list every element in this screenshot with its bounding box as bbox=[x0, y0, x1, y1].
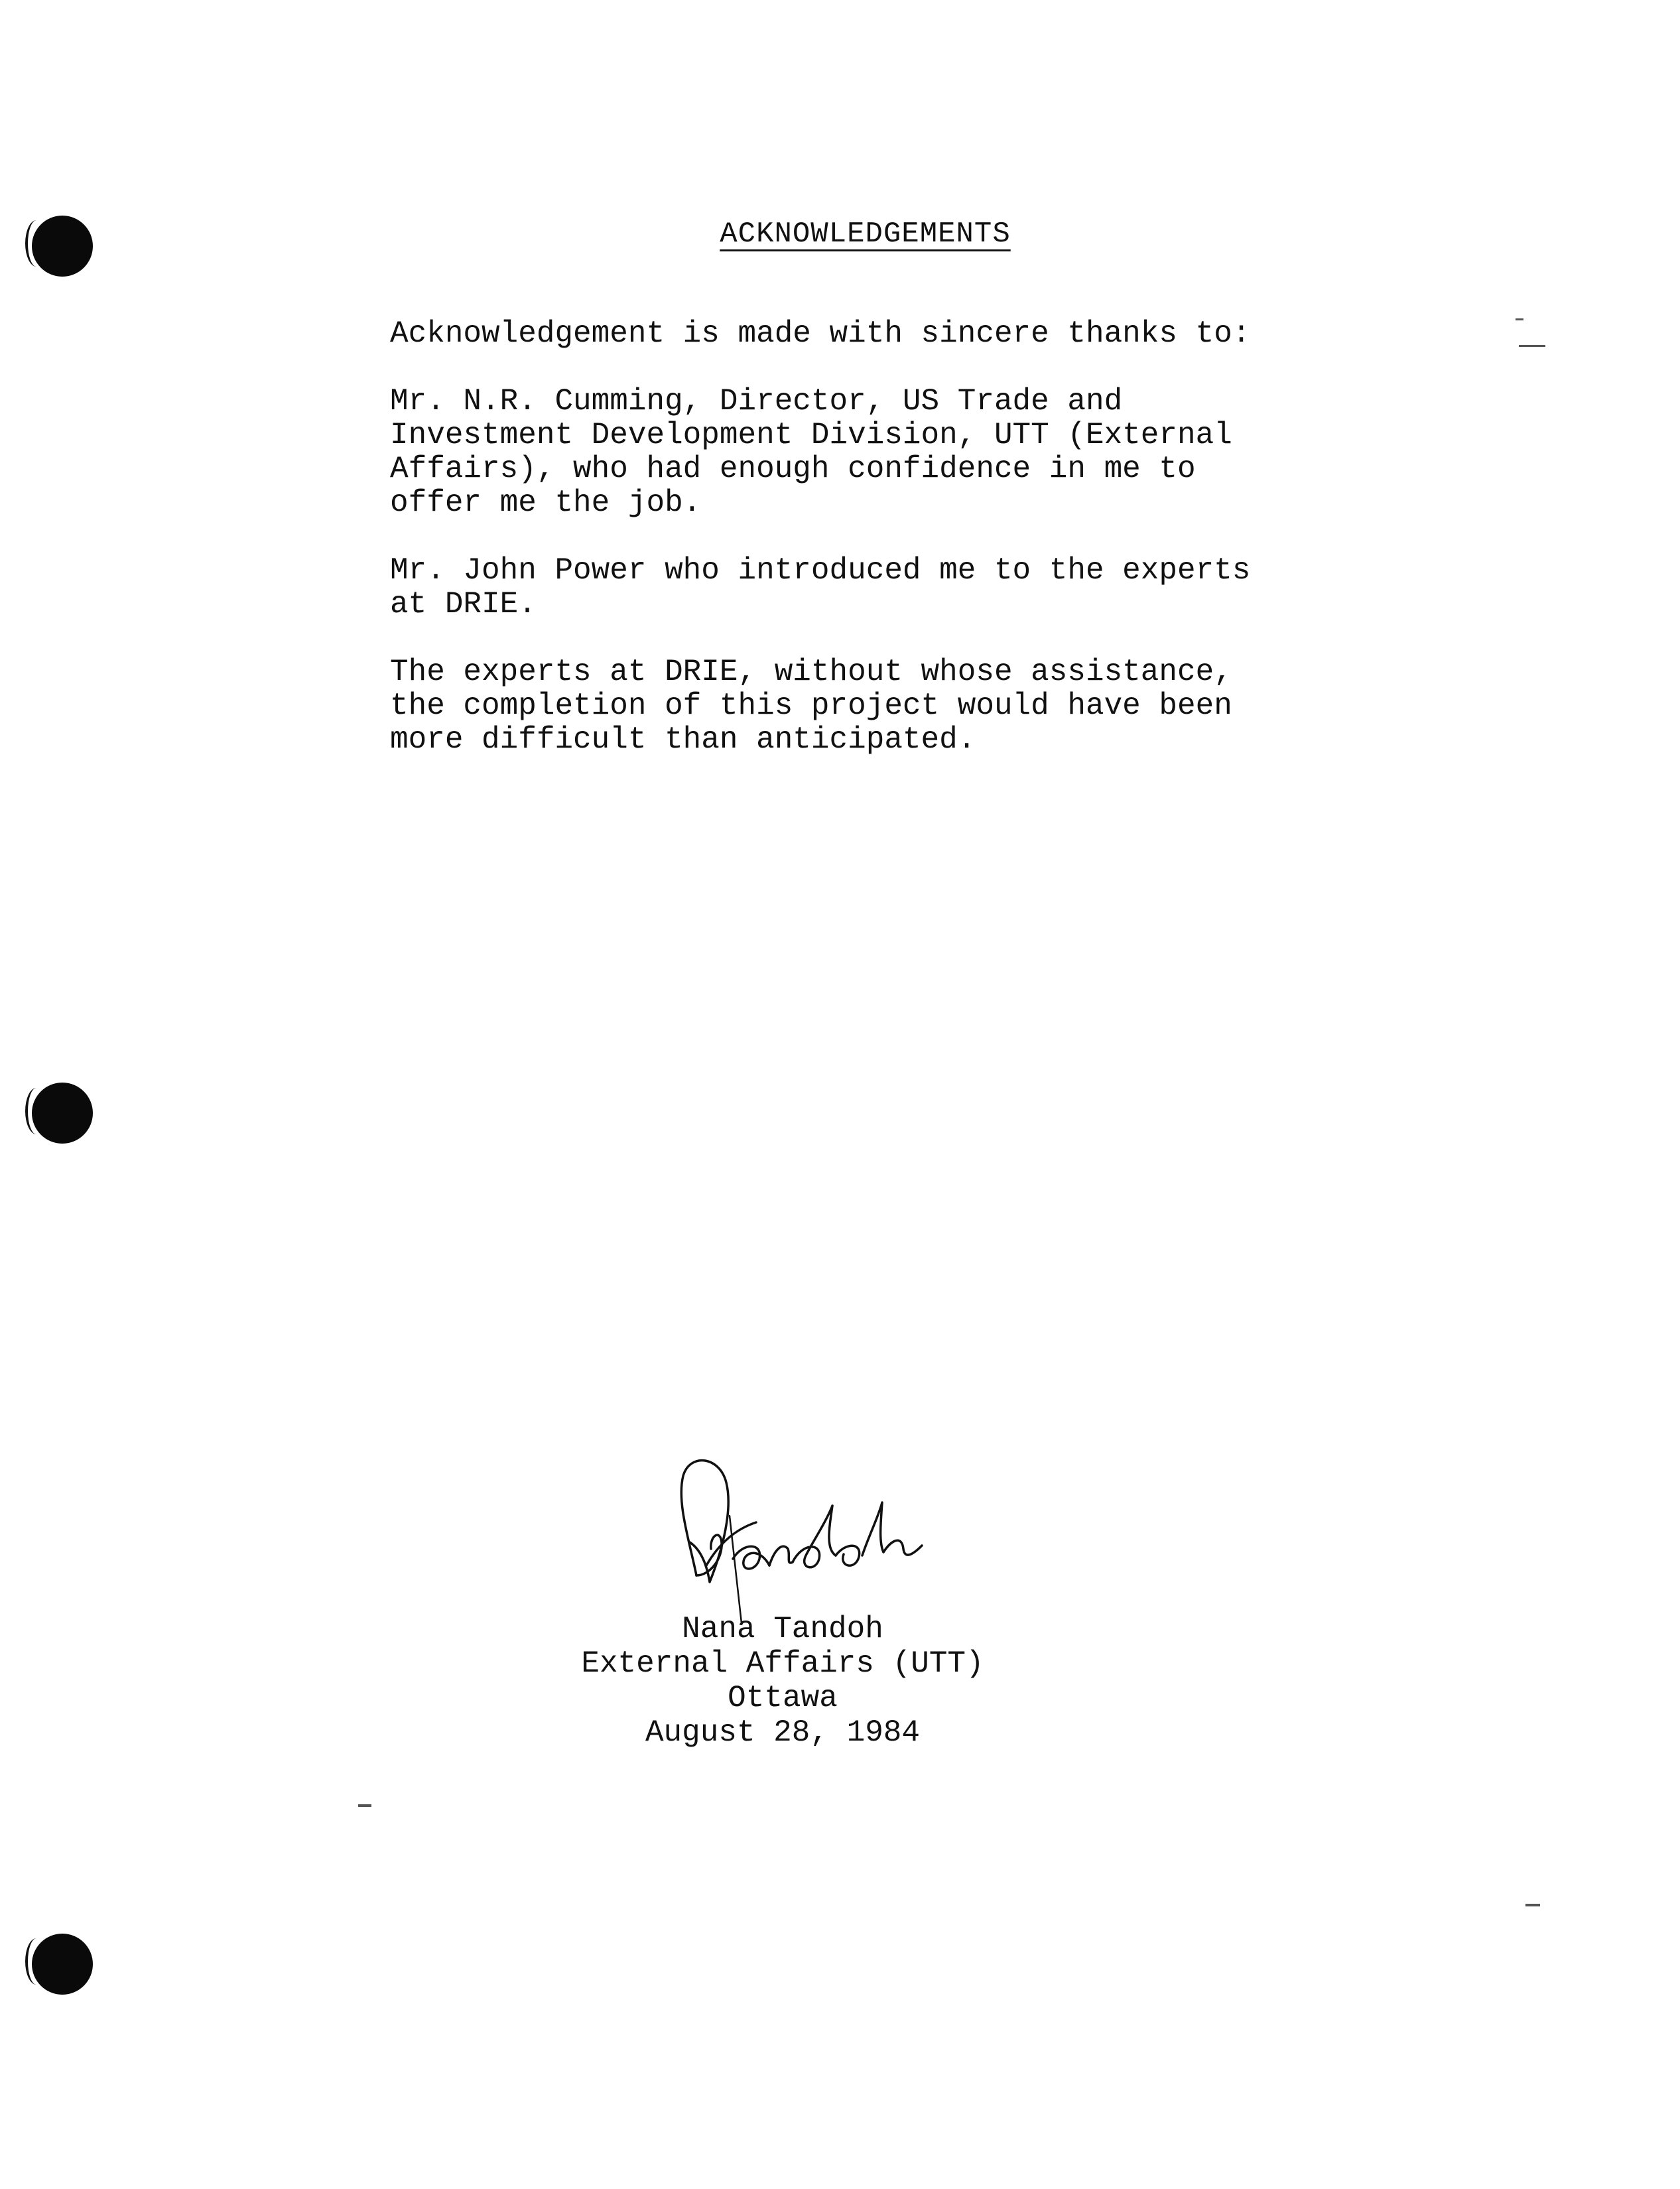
signatory-affiliation: External Affairs (UTT) bbox=[581, 1646, 984, 1681]
scan-mark bbox=[1516, 318, 1523, 320]
scan-mark bbox=[358, 1804, 371, 1807]
punch-hole-middle-edge bbox=[25, 1088, 48, 1134]
acknowledgement-paragraph: Mr. John Power who introduced me to the experts at DRIE. bbox=[390, 553, 1251, 622]
document-date: August 28, 1984 bbox=[645, 1715, 921, 1750]
page-title-text: ACKNOWLEDGEMENTS bbox=[720, 218, 1011, 251]
signature-block bbox=[517, 1612, 1048, 1750]
handwritten-signature bbox=[670, 1443, 975, 1622]
punch-hole-bottom-edge bbox=[25, 1938, 48, 1985]
acknowledgement-body bbox=[390, 317, 1345, 791]
signature-drawing bbox=[670, 1443, 975, 1622]
acknowledgement-paragraph: The experts at DRIE, without whose assistance, the completion of this project would have been more difficult than anticipated. bbox=[390, 655, 1232, 757]
signatory-city: Ottawa bbox=[728, 1681, 838, 1715]
scan-mark bbox=[1525, 1904, 1540, 1906]
scan-mark bbox=[1519, 345, 1545, 347]
intro-paragraph: Acknowledgement is made with sincere thanks to: bbox=[390, 316, 1251, 351]
acknowledgement-paragraph: Mr. N.R. Cumming, Director, US Trade and Investment Development Division, UTT (External Affairs), who had enough confidence in me to offer me the job. bbox=[390, 384, 1232, 520]
signatory-name: Nana Tandoh bbox=[682, 1612, 883, 1646]
page-title bbox=[0, 218, 1680, 251]
